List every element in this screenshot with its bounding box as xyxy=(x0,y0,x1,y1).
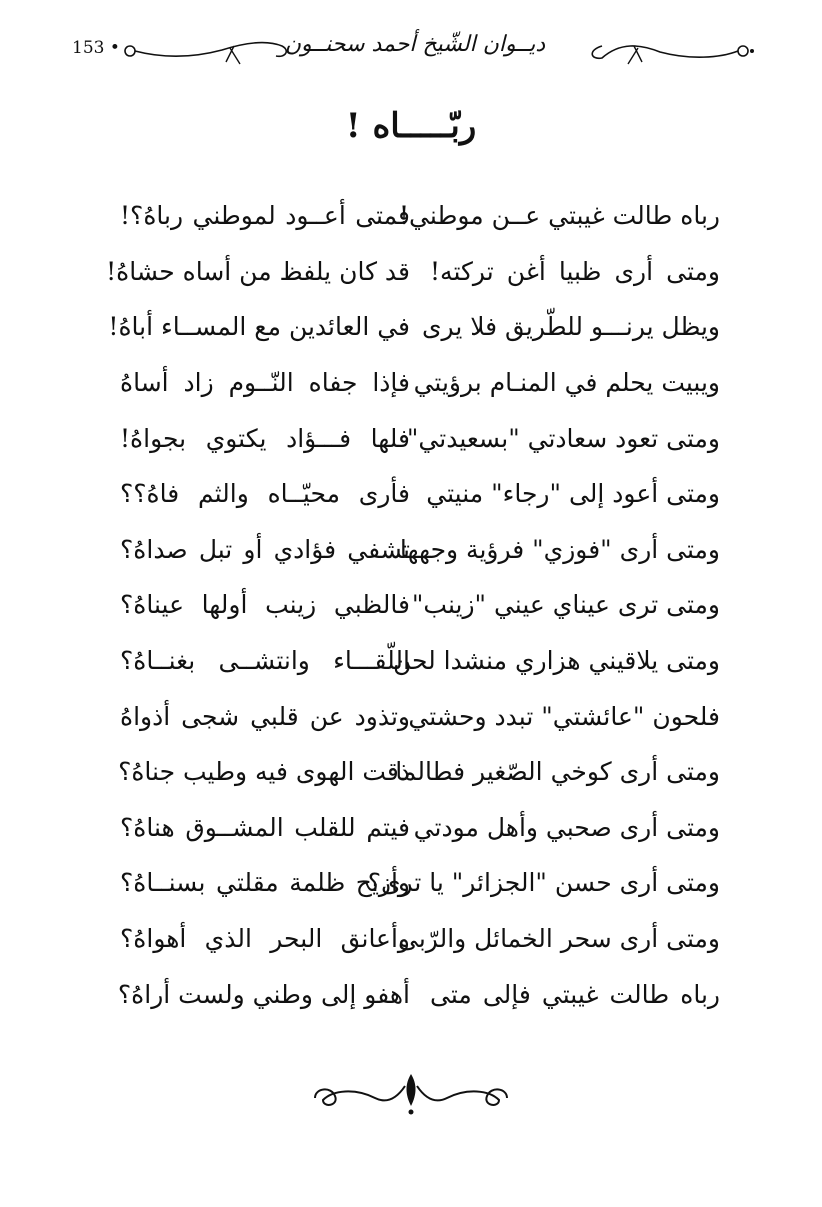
flourish-right-icon xyxy=(580,34,755,68)
verse-second-hemistich: وتذود عن قلبي شجى أذواهُ xyxy=(120,701,410,731)
verse-first-hemistich: ومتى ترى عيناي عيني "زينب" xyxy=(411,590,720,620)
verse-line xyxy=(106,244,720,300)
verse-line xyxy=(120,800,720,856)
poem-title: ربّـــــاه ! xyxy=(345,106,477,146)
verse-line xyxy=(117,966,720,1022)
page-header xyxy=(60,28,770,72)
verse-first-hemistich: ومتى تعود سعادتي "بسعيدتي" xyxy=(406,423,720,453)
verse-second-hemistich: تشفي فؤادي أو تبل صداهُ؟ xyxy=(120,534,410,564)
verse-first-hemistich: ومتى أعود إلى "رجاء" منيتي xyxy=(426,479,720,509)
verse-line xyxy=(120,355,720,411)
verse-first-hemistich: ومتى أرى سحر الخمائل والرّبى xyxy=(398,924,720,954)
verse-first-hemistich: ومتى أرى حسن "الجزائر" يا ترى؟ xyxy=(367,868,720,898)
verse-second-hemistich: وأعانق البحر الذي أهواهُ؟ xyxy=(120,924,410,954)
verse-second-hemistich: فإذا جفاه النّــوم زاد أساهُ xyxy=(120,368,410,398)
book-title: ديــوان الشّيخ أحمد سحنــون xyxy=(284,32,546,57)
verse-second-hemistich: قد كان يلفظ من أساه حشاهُ! xyxy=(106,256,410,286)
verse-second-hemistich: فيتم للقلب المشــوق هناهُ؟ xyxy=(120,812,410,842)
verse-line xyxy=(120,522,720,578)
verse-line xyxy=(120,855,720,911)
footer-fleuron-icon xyxy=(305,1068,517,1118)
verse-second-hemistich: فمتى أعــود لموطني رباهُ؟! xyxy=(120,201,410,231)
verse-line xyxy=(120,911,720,967)
verse-line xyxy=(120,688,720,744)
poem-body xyxy=(106,188,720,1022)
verse-second-hemistich: في العائدين مع المســاء أباهُ! xyxy=(108,312,410,342)
verse-line xyxy=(120,466,720,522)
verse-second-hemistich: اللّقـــاء وانتشــى بغنــاهُ؟ xyxy=(120,646,410,676)
verse-first-hemistich: رباه طالت غيبتي عــن موطني! xyxy=(399,201,720,231)
verse-first-hemistich: ومتى أرى "فوزي" فرؤية وجهها xyxy=(399,534,720,564)
verse-first-hemistich: ويبيت يحلم في المنـام برؤيتي xyxy=(413,368,720,398)
verse-line xyxy=(120,188,720,244)
verse-second-hemistich: فأرى محيّــاه والثم فاهُ؟؟ xyxy=(120,479,410,509)
verse-first-hemistich: فلحون "عائشتي" تبدد وحشتي xyxy=(408,701,720,731)
verse-first-hemistich: ومتى أرى صحبي وأهل مودتي xyxy=(413,812,720,842)
verse-first-hemistich: رباه طالت غيبتي فإلى متى xyxy=(430,979,720,1009)
verse-line xyxy=(120,633,720,689)
verse-line xyxy=(108,299,720,355)
verse-first-hemistich: ويظل يرنـــو للطّريق فلا يرى xyxy=(421,312,720,342)
page-number: 153 • xyxy=(72,38,120,58)
verse-line xyxy=(120,744,720,800)
verse-first-hemistich: ومتى أرى كوخي الصّغير فطالما xyxy=(395,757,720,787)
verse-second-hemistich: أهفو إلى وطني ولست أراهُ؟ xyxy=(117,979,410,1009)
verse-first-hemistich: ومتى يلاقيني هزاري منشدا لحن xyxy=(392,646,720,676)
verse-second-hemistich: فلها فـــؤاد يكتوي بجواهُ! xyxy=(120,423,410,453)
verse-second-hemistich: ذقت الهوى فيه وطيب جناهُ؟ xyxy=(118,757,410,787)
verse-line xyxy=(120,410,720,466)
verse-first-hemistich: ومتى أرى ظبيا أغن تركته! xyxy=(430,256,720,286)
verse-second-hemistich: فالظبي زينب أولها عيناهُ؟ xyxy=(120,590,410,620)
verse-line xyxy=(120,577,720,633)
verse-second-hemistich: وأزيح ظلمة مقلتي بسنــاهُ؟ xyxy=(120,868,410,898)
